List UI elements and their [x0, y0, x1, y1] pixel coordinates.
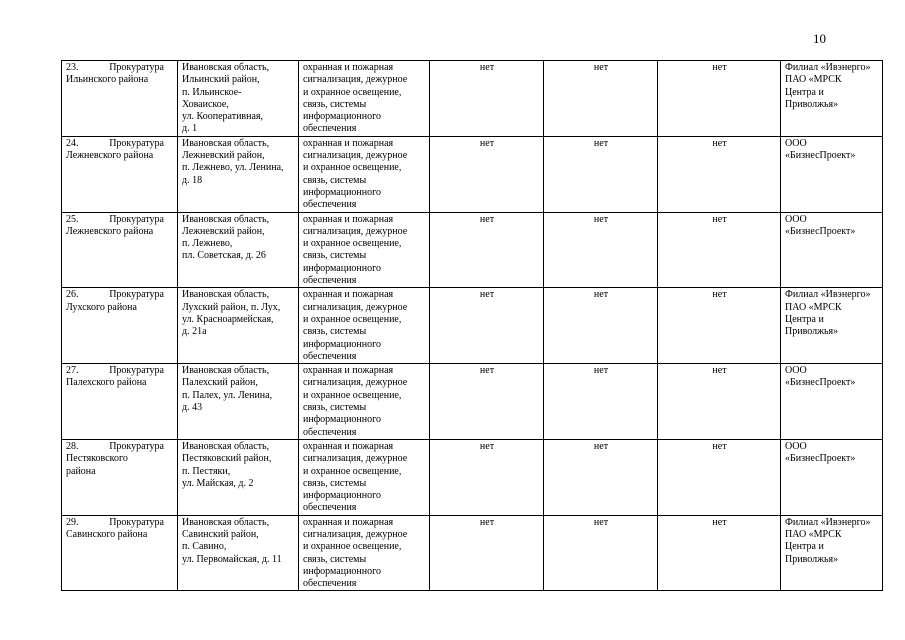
cell-provider — [781, 61, 883, 137]
systems-line: связь, системы — [303, 402, 367, 414]
cell-systems — [299, 288, 430, 364]
row-number: 23. — [66, 62, 79, 73]
cell-provider — [781, 136, 883, 212]
address-line: Ивановская область, — [182, 62, 270, 73]
systems-line: и охранное освещение, — [303, 465, 402, 477]
facility-type: Прокуратура — [109, 289, 164, 301]
cell-status-c3 — [658, 212, 781, 288]
cell-provider — [781, 364, 883, 440]
address-line: п. Ильинское- — [182, 86, 242, 98]
cell-address — [178, 515, 299, 591]
table-row — [62, 136, 883, 212]
status-value: нет — [479, 62, 495, 73]
systems-line: и охранное освещение, — [303, 541, 402, 553]
cell-systems — [299, 364, 430, 440]
systems-line: сигнализация, дежурное — [303, 74, 408, 86]
systems-line: информационного — [303, 490, 381, 502]
cell-status-c2 — [544, 61, 658, 137]
row-number: 26. — [66, 289, 79, 301]
cell-address — [178, 439, 299, 515]
address-line: Палехский район, — [182, 377, 258, 389]
facility-number-line — [66, 441, 174, 453]
row-number: 29. — [66, 516, 79, 528]
cell-status-c3 — [658, 288, 781, 364]
status-value: нет — [712, 365, 727, 377]
address-line: д. 43 — [182, 402, 203, 414]
provider-line: ООО — [785, 440, 807, 452]
address-line: ул. Майская, д. 2 — [182, 477, 254, 489]
provider-line: ООО — [785, 213, 807, 225]
systems-line: охранная и пожарная — [303, 365, 394, 377]
provider-line: ООО — [785, 365, 807, 377]
cell-provider — [781, 212, 883, 288]
cell-systems — [299, 61, 430, 137]
provider-line: ПАО «МРСК — [785, 528, 842, 540]
systems-line: и охранное освещение, — [303, 389, 402, 401]
provider-line: Приволжья» — [785, 326, 839, 338]
cell-facility-name — [62, 364, 178, 440]
cell-status-c2 — [544, 439, 658, 515]
status-value: нет — [479, 440, 495, 452]
cell-status-c1 — [430, 515, 544, 591]
systems-line: охранная и пожарная — [303, 440, 394, 452]
cell-address — [178, 212, 299, 288]
status-value: нет — [712, 516, 727, 528]
row-number: 24. — [66, 137, 79, 149]
address-line: д. 18 — [182, 174, 203, 186]
systems-line: и охранное освещение, — [303, 238, 402, 250]
cell-status-c3 — [658, 136, 781, 212]
systems-line: связь, системы — [303, 98, 367, 110]
cell-facility-name — [62, 61, 178, 137]
systems-line: охранная и пожарная — [303, 289, 394, 301]
facility-name-line: Пестяковского — [66, 453, 128, 465]
address-line: Ивановская область, — [182, 213, 270, 225]
facility-name-line: Лухского района — [66, 301, 137, 313]
systems-line: и охранное освещение, — [303, 86, 402, 98]
provider-line: ООО — [785, 137, 807, 149]
systems-line: информационного — [303, 338, 381, 350]
cell-facility-name — [62, 136, 178, 212]
cell-systems — [299, 212, 430, 288]
table-row — [62, 61, 883, 137]
facility-name-line: Лежневского района — [66, 225, 154, 237]
address-line: п. Пестяки, — [182, 465, 231, 477]
systems-line: информационного — [303, 414, 381, 426]
provider-line: Приволжья» — [785, 553, 839, 565]
status-value: нет — [593, 440, 609, 452]
provider-line: Центра и — [785, 541, 824, 553]
status-value: нет — [712, 289, 727, 301]
systems-line: информационного — [303, 111, 381, 123]
address-line: Лежневский район, — [182, 150, 265, 162]
address-line: д. 1 — [182, 123, 198, 135]
status-value: нет — [593, 213, 609, 225]
address-line: Ильинский район, — [182, 74, 260, 86]
status-value: нет — [593, 516, 609, 528]
address-line: Ивановская область, — [182, 289, 270, 301]
facility-type: Прокуратура — [109, 213, 164, 225]
systems-line: информационного — [303, 262, 381, 274]
status-value: нет — [479, 365, 495, 377]
systems-line: связь, системы — [303, 250, 367, 262]
systems-line: и охранное освещение, — [303, 162, 402, 174]
address-line: Лежневский район, — [182, 225, 265, 237]
address-line: ул. Первомайская, д. 11 — [182, 553, 282, 565]
systems-line: охранная и пожарная — [303, 213, 394, 225]
address-line: п. Лежнево, — [182, 238, 233, 250]
provider-line: ПАО «МРСК — [785, 301, 842, 313]
systems-line: сигнализация, дежурное — [303, 377, 408, 389]
cell-facility-name — [62, 288, 178, 364]
systems-line: обеспечения — [303, 350, 357, 362]
row-number: 27. — [66, 365, 79, 377]
provider-line: «БизнесПроект» — [785, 225, 856, 237]
status-value: нет — [593, 365, 609, 377]
facility-name-line: района — [66, 465, 96, 477]
status-value: нет — [593, 137, 609, 149]
cell-status-c2 — [544, 515, 658, 591]
cell-status-c1 — [430, 61, 544, 137]
facility-number-line — [66, 214, 174, 226]
row-number: 25. — [66, 213, 79, 225]
provider-line: «БизнесПроект» — [785, 377, 856, 389]
systems-line: охранная и пожарная — [303, 137, 394, 149]
address-line: Ивановская область, — [182, 365, 270, 377]
cell-status-c2 — [544, 136, 658, 212]
status-value: нет — [593, 62, 609, 73]
address-line: п. Палех, ул. Ленина, — [182, 389, 273, 401]
systems-line: сигнализация, дежурное — [303, 301, 408, 313]
systems-line: информационного — [303, 186, 381, 198]
systems-line: обеспечения — [303, 502, 357, 514]
cell-status-c3 — [658, 439, 781, 515]
address-line: д. 21а — [182, 326, 207, 338]
facility-number-line — [66, 62, 174, 74]
provider-line: Филиал «Ивэнерго» — [785, 289, 871, 301]
facilities-table — [61, 60, 883, 591]
systems-line: сигнализация, дежурное — [303, 225, 408, 237]
systems-line: обеспечения — [303, 199, 357, 211]
status-value: нет — [712, 440, 727, 452]
facility-number-line — [66, 365, 174, 377]
cell-status-c1 — [430, 288, 544, 364]
cell-provider — [781, 515, 883, 591]
address-line: п. Савино, — [182, 541, 227, 553]
status-value: нет — [479, 213, 495, 225]
facility-name-line: Савинского района — [66, 528, 148, 540]
cell-status-c2 — [544, 288, 658, 364]
table-row — [62, 439, 883, 515]
address-line: Ховаиское, — [182, 98, 229, 110]
facility-name-line: Палехского района — [66, 377, 147, 389]
provider-line: Центра и — [785, 86, 824, 98]
facility-number-line — [66, 289, 174, 301]
facility-type: Прокуратура — [109, 62, 164, 73]
provider-line: ПАО «МРСК — [785, 74, 842, 86]
cell-facility-name — [62, 439, 178, 515]
systems-line: охранная и пожарная — [303, 62, 394, 73]
systems-line: связь, системы — [303, 477, 367, 489]
facility-type: Прокуратура — [109, 516, 164, 528]
systems-line: связь, системы — [303, 326, 367, 338]
facility-type: Прокуратура — [109, 440, 164, 452]
address-line: Ивановская область, — [182, 137, 270, 149]
systems-line: связь, системы — [303, 174, 367, 186]
address-line: Ивановская область, — [182, 516, 270, 528]
systems-line: обеспечения — [303, 426, 357, 438]
table-row — [62, 288, 883, 364]
facility-type: Прокуратура — [109, 137, 164, 149]
row-number: 28. — [66, 440, 79, 452]
address-line: Ивановская область, — [182, 440, 270, 452]
cell-systems — [299, 136, 430, 212]
cell-address — [178, 288, 299, 364]
status-value: нет — [593, 289, 609, 301]
systems-line: охранная и пожарная — [303, 516, 394, 528]
address-line: п. Лежнево, ул. Ленина, — [182, 162, 284, 174]
status-value: нет — [479, 289, 495, 301]
status-value: нет — [712, 137, 727, 149]
cell-address — [178, 364, 299, 440]
facility-number-line — [66, 138, 174, 150]
table-row — [62, 515, 883, 591]
page-number: 10 — [813, 31, 826, 46]
cell-provider — [781, 439, 883, 515]
cell-facility-name — [62, 515, 178, 591]
provider-line: Филиал «Ивэнерго» — [785, 62, 871, 73]
address-line: Лухский район, п. Лух, — [182, 301, 281, 313]
provider-line: «БизнесПроект» — [785, 150, 856, 162]
systems-line: связь, системы — [303, 553, 367, 565]
cell-status-c1 — [430, 136, 544, 212]
status-value: нет — [479, 137, 495, 149]
address-line: пл. Советская, д. 26 — [182, 250, 266, 262]
cell-address — [178, 61, 299, 137]
systems-line: информационного — [303, 565, 381, 577]
cell-status-c2 — [544, 364, 658, 440]
address-line: ул. Кооперативная, — [182, 111, 264, 123]
facility-name-line: Лежневского района — [66, 150, 154, 162]
cell-address — [178, 136, 299, 212]
systems-line: обеспечения — [303, 578, 357, 590]
systems-line: сигнализация, дежурное — [303, 150, 408, 162]
facility-type: Прокуратура — [109, 365, 164, 377]
facility-number-line — [66, 517, 174, 529]
address-line: Пестяковский район, — [182, 453, 272, 465]
provider-line: Центра и — [785, 313, 824, 325]
cell-status-c1 — [430, 212, 544, 288]
systems-line: сигнализация, дежурное — [303, 453, 408, 465]
cell-status-c1 — [430, 364, 544, 440]
cell-facility-name — [62, 212, 178, 288]
status-value: нет — [479, 516, 495, 528]
systems-line: обеспечения — [303, 123, 357, 135]
cell-status-c3 — [658, 61, 781, 137]
address-line: Савинский район, — [182, 528, 259, 540]
cell-status-c2 — [544, 212, 658, 288]
cell-status-c1 — [430, 439, 544, 515]
systems-line: сигнализация, дежурное — [303, 528, 408, 540]
address-line: ул. Красноармейская, — [182, 313, 274, 325]
cell-status-c3 — [658, 515, 781, 591]
cell-systems — [299, 515, 430, 591]
table-row — [62, 364, 883, 440]
status-value: нет — [712, 62, 727, 73]
cell-status-c3 — [658, 364, 781, 440]
status-value: нет — [712, 213, 727, 225]
systems-line: обеспечения — [303, 275, 357, 287]
facility-name-line: Ильинского района — [66, 74, 149, 86]
provider-line: Приволжья» — [785, 98, 839, 110]
cell-systems — [299, 439, 430, 515]
cell-provider — [781, 288, 883, 364]
table-row — [62, 212, 883, 288]
systems-line: и охранное освещение, — [303, 313, 402, 325]
provider-line: «БизнесПроект» — [785, 453, 856, 465]
provider-line: Филиал «Ивэнерго» — [785, 516, 871, 528]
